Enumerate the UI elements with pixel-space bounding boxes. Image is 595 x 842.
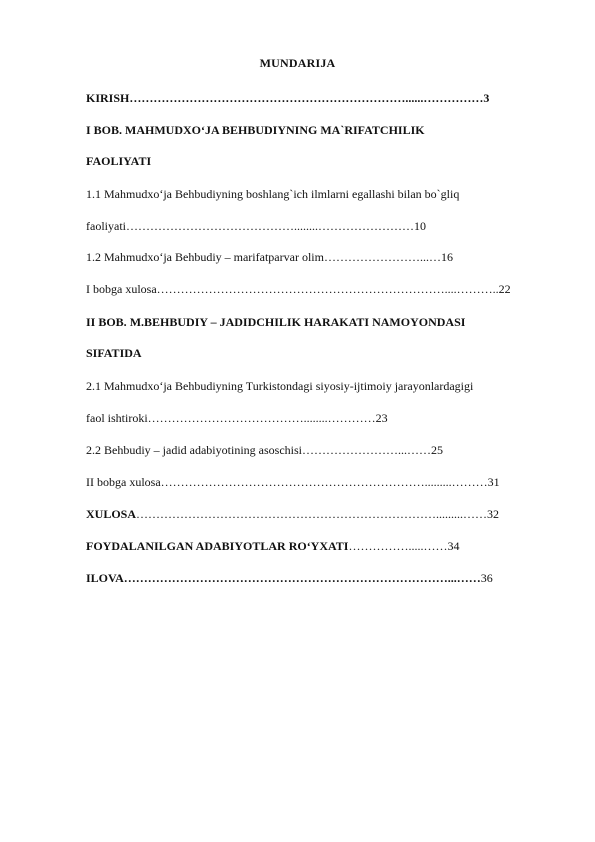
- toc-entry-ilova: [86, 570, 546, 586]
- item21-word: Behbudiyning: [175, 379, 243, 393]
- toc-entry-1-2: [86, 249, 546, 265]
- ilova-entry: [86, 570, 546, 586]
- item11-word: Behbudiyning: [175, 187, 243, 201]
- fad-entry: [86, 538, 546, 554]
- item12-text: 1.2 Mahmudxo‘ja Behbudiy – marifatparvar olim……………………...…16: [86, 250, 453, 264]
- bob2-word: HARAKATI: [303, 315, 370, 329]
- item11-word: bo`gliq: [424, 187, 460, 201]
- toc-entry-2-2: [86, 442, 546, 458]
- bob2-word: M.BEHBUDIY: [129, 315, 208, 329]
- toc-entry-2-1: [86, 378, 546, 394]
- item21-line2-row: [86, 410, 546, 426]
- item11-word: egallashi: [352, 187, 395, 201]
- item11-word: boshlang`ich: [246, 187, 308, 201]
- page-title: MUNDARIJA: [259, 56, 336, 70]
- toc-entry-kirish: [86, 90, 546, 106]
- kirish-text: KIRISH……………………………………………………………......……………3: [86, 91, 490, 105]
- toc-entry-bob2: [86, 314, 546, 330]
- toc-entry-bob1: [86, 122, 546, 138]
- bob2-heading-line2-row: [86, 345, 546, 361]
- toc-entry-xulosa: [86, 506, 546, 522]
- item21-word: siyosiy-ijtimoiy: [315, 379, 392, 393]
- toc-entry-1-1: [86, 186, 546, 202]
- bob2-word: JADIDCHILIK: [219, 315, 301, 329]
- xulosa-entry: [86, 506, 546, 522]
- ilova-label: ILOVA………………………………………………………………………...……: [86, 571, 481, 585]
- item11-word: ilmlarni: [311, 187, 349, 201]
- item21-word: Mahmudxo‘ja: [104, 379, 172, 393]
- item21-line2: faol ishtiroki…………………………………........…………23: [86, 411, 388, 425]
- bob2-word: II: [86, 315, 96, 329]
- fad-dots: …………….....……34: [348, 539, 460, 553]
- xulosa2-text: II bobga xulosa………………………………………………………….........………31: [86, 475, 500, 489]
- bob2-word: BOB.: [98, 315, 127, 329]
- toc-entry-bob1-xulosa: [86, 281, 546, 297]
- xulosa-dots: ………………………………………………………………….........……32: [136, 507, 500, 521]
- bob1-word: BEHBUDIYNING: [222, 123, 318, 137]
- bob1-word: MAHMUDXO‘JA: [125, 123, 219, 137]
- item11-word: 1.1: [86, 187, 101, 201]
- xulosa1-text: I bobga xulosa………………………………………………………………....………..22: [86, 282, 511, 296]
- item22-text: 2.2 Behbudiy – jadid adabiyotining asoschisi……………………...……25: [86, 443, 443, 457]
- bob1-heading-line1: [86, 122, 546, 138]
- fad-label: FOYDALANILGAN ADABIYOTLAR RO‘YXATI: [86, 539, 349, 553]
- bob2-heading-line2: SIFATIDA: [86, 346, 142, 360]
- item11-word: Mahmudxo‘ja: [104, 187, 172, 201]
- bob2-heading-line1: [86, 314, 546, 330]
- item11-word: bilan: [397, 187, 422, 201]
- bob1-heading-line2: FAOLIYATI: [86, 154, 152, 168]
- bob2-word: –: [210, 315, 217, 329]
- bob1-heading-line2-row: [86, 153, 546, 169]
- item11-line2-row: [86, 218, 546, 234]
- bob2-word: NAMOYONDASI: [372, 315, 466, 329]
- item21-word: Turkistondagi: [245, 379, 313, 393]
- item11-line2: faoliyati……………………………………........……………………10: [86, 219, 426, 233]
- item21-word: jarayonlardagigi: [394, 379, 474, 393]
- xulosa-label: XULOSA: [86, 507, 137, 521]
- bob1-word: MA`RIFATCHILIK: [320, 123, 425, 137]
- item21-word: 2.1: [86, 379, 101, 393]
- item21-line1: [86, 378, 546, 394]
- ilova-page: 36: [480, 571, 493, 585]
- bob1-word: I: [86, 123, 91, 137]
- toc-entry-bob2-xulosa: [86, 474, 546, 490]
- bob1-word: BOB.: [93, 123, 123, 137]
- item11-line1: [86, 186, 546, 202]
- toc-entry-foydalanilgan: [86, 538, 546, 554]
